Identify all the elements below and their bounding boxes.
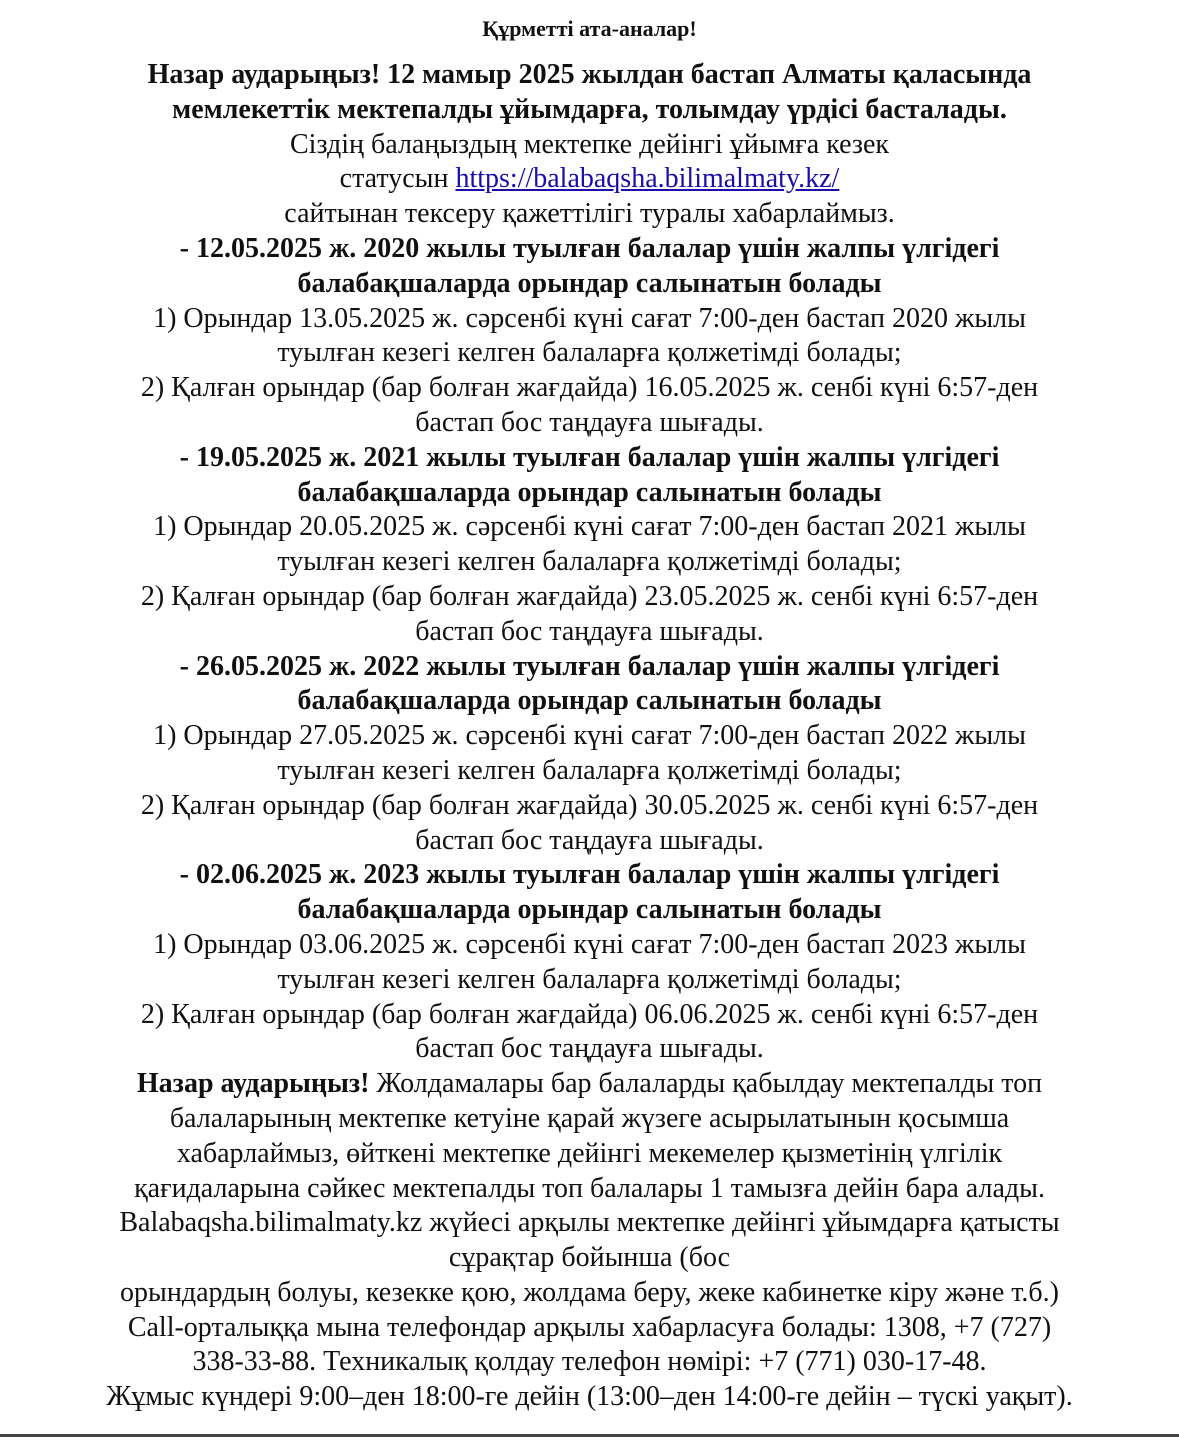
section-heading: балабақшаларда орындар салынатын болады — [297, 894, 882, 926]
working-hours-line: Жұмыс күндері 9:00–ден 18:00-ге дейін (13:00–ден 14:00-ге дейін – түскі уақыт). — [106, 1381, 1073, 1413]
section-heading: балабақшаларда орындар салынатын болады — [297, 267, 882, 299]
section-item: 2) Қалған орындар (бар болған жағдайда) 30.05.2025 ж. сенбі күні 6:57-ден — [140, 789, 1039, 821]
note-line: балаларының мектепке кетуіне қарай жүзеге асырылатынын қосымша — [169, 1102, 1010, 1134]
section-item: 1) Орындар 13.05.2025 ж. сәрсенбі күні сағат 7:00-ден бастап 2020 жылы — [153, 302, 1026, 334]
schedule-section — [0, 441, 1179, 650]
bottom-divider — [0, 1434, 1179, 1437]
note-line: сұрақтар бойынша (бос — [448, 1242, 731, 1274]
contact-phones-line: Call-орталыққа мына телефондар арқылы хабарласуға болады: 1308, +7 (727) — [127, 1311, 1052, 1343]
section-item: бастап бос таңдауға шығады. — [415, 406, 764, 438]
section-item: бастап бос таңдауға шығады. — [415, 824, 764, 856]
section-item: 1) Орындар 27.05.2025 ж. сәрсенбі күні сағат 7:00-ден бастап 2022 жылы — [153, 720, 1026, 752]
note-line: хабарлаймыз, өйткені мектепке дейінгі мекемелер қызметінің үлгілік — [176, 1137, 1003, 1169]
announcement-document — [0, 12, 1179, 1415]
intro-link-prefix: статусын — [339, 163, 449, 195]
section-item: 2) Қалған орындар (бар болған жағдайда) 06.06.2025 ж. сенбі күні 6:57-ден — [140, 998, 1039, 1030]
section-heading: - 02.06.2025 ж. 2023 жылы туылған балалар үшін жалпы үлгідегі — [179, 859, 1000, 891]
note-line: орындардың болуы, кезекке қою, жолдама беру, жеке кабинетке кіру және т.б.) — [120, 1276, 1059, 1308]
intro-line: Сіздің балаңыздың мектепке дейінгі ұйымға кезек — [290, 128, 889, 160]
section-item: туылған кезегі келген балаларға қолжетімді болады; — [277, 963, 902, 995]
greeting-title: Құрметті ата-аналар! — [482, 16, 697, 41]
section-heading: - 26.05.2025 ж. 2022 жылы туылған балалар үшін жалпы үлгідегі — [179, 650, 1000, 682]
balabaqsha-link[interactable]: https://balabaqsha.bilimalmaty.kz/ — [455, 163, 840, 195]
section-item: 1) Орындар 03.06.2025 ж. сәрсенбі күні сағат 7:00-ден бастап 2023 жылы — [153, 928, 1026, 960]
intro-link-line — [0, 162, 1179, 197]
section-item: 1) Орындар 20.05.2025 ж. сәрсенбі күні сағат 7:00-ден бастап 2021 жылы — [153, 511, 1026, 543]
intro-line: сайтынан тексеру қажеттілігі туралы хабарлаймыз. — [284, 198, 895, 230]
section-heading: балабақшаларда орындар салынатын болады — [297, 685, 882, 717]
note-line — [0, 1067, 1179, 1102]
note-text: Жолдамалары бар балаларды қабылдау мектепалды топ — [369, 1068, 1043, 1100]
note-block — [0, 1067, 1179, 1415]
schedule-section — [0, 232, 1179, 441]
section-heading: балабақшаларда орындар салынатын болады — [297, 476, 882, 508]
note-line: қағидаларына сәйкес мектепалды топ балалары 1 тамызға дейін бара алады. — [134, 1172, 1045, 1204]
note-line: Balabaqsha.bilimalmaty.kz жүйесі арқылы мектепке дейінгі ұйымдарға қатысты — [119, 1207, 1060, 1239]
section-item: бастап бос таңдауға шығады. — [415, 1033, 764, 1065]
section-item: бастап бос таңдауға шығады. — [415, 615, 764, 647]
section-heading: - 19.05.2025 ж. 2021 жылы туылған балалар үшін жалпы үлгідегі — [179, 441, 1000, 473]
section-item: 2) Қалған орындар (бар болған жағдайда) 16.05.2025 ж. сенбі күні 6:57-ден — [140, 372, 1039, 404]
schedule-section — [0, 650, 1179, 859]
intro-bold-line: мемлекеттік мектепалды ұйымдарға, толымдау үрдісі басталады. — [172, 93, 1007, 125]
intro-bold-line: Назар аударыңыз! 12 мамыр 2025 жылдан бастап Алматы қаласында — [147, 59, 1032, 90]
section-item: туылған кезегі келген балаларға қолжетімді болады; — [277, 337, 902, 369]
note-attention-label: Назар аударыңыз! — [136, 1068, 370, 1100]
section-item: туылған кезегі келген балаларға қолжетімді болады; — [277, 546, 902, 578]
support-phone-line: 338-33-88. Техникалық қолдау телефон нөмірі: +7 (771) 030-17-48. — [192, 1346, 987, 1378]
section-item: 2) Қалған орындар (бар болған жағдайда) 23.05.2025 ж. сенбі күні 6:57-ден — [140, 580, 1039, 612]
schedule-section — [0, 858, 1179, 1067]
section-item: туылған кезегі келген балаларға қолжетімді болады; — [277, 754, 902, 786]
section-heading: - 12.05.2025 ж. 2020 жылы туылған балалар үшін жалпы үлгідегі — [179, 232, 1000, 264]
